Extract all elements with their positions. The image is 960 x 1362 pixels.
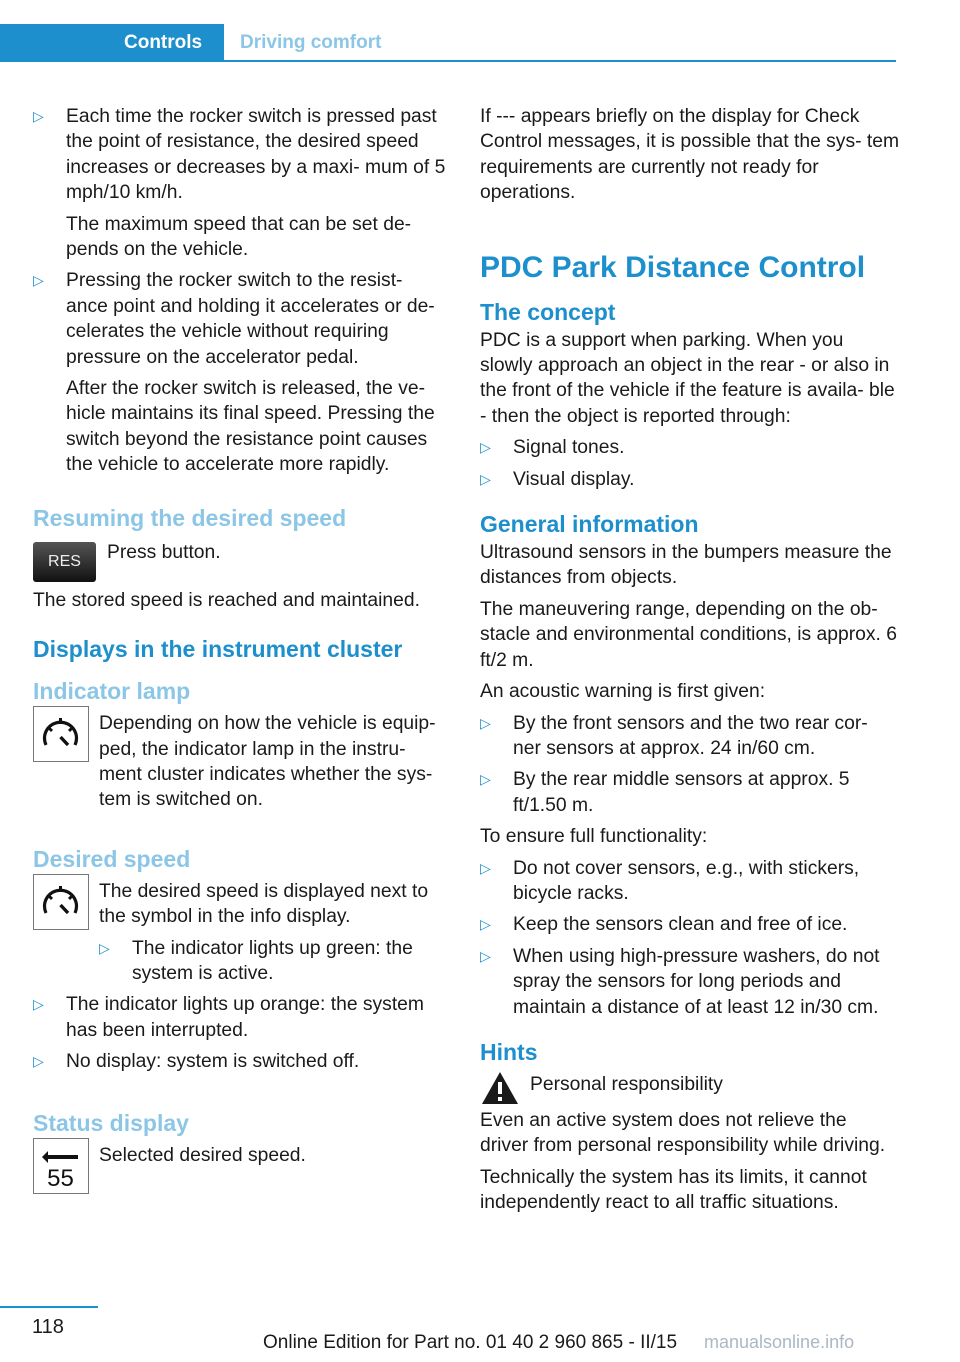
page-header [0,24,896,62]
section-heading: Displays in the instrument cluster [33,636,403,663]
res-row: RES Press button. [33,540,449,588]
triangle-bullet-icon: ▷ [480,947,491,964]
triangle-bullet-icon: ▷ [480,714,491,731]
triangle-bullet-icon: ▷ [99,939,110,956]
list-item: ▷ Each time the rocker switch is pressed past the point of resistance, the desired speed increases or decreases by a maxi- mum of 5 mph/10 km/h. The maximum speed that can be set de- pends on the vehicle. [33,106,446,261]
section-heading: Desired speed [33,845,191,872]
list-item: ▷ Pressing the rocker switch to the resist- ance point and holding it accelerates or de- celerates the vehicle without requiring pressure on the accelerator pedal. After the rocker switch is released, the ve- hicle maintains its final speed. Pressing the switch beyond the resistance point causes the vehicle to accelerate more rapidly. [33,270,435,476]
footer-rule [0,1306,98,1308]
section-heading: The concept [480,298,616,325]
triangle-bullet-icon: ▷ [33,996,44,1013]
svg-text:55: 55 [47,1164,74,1192]
list-item: ▷ By the rear middle sensors at approx. 5 ft/1.50 m. [480,769,850,816]
list-item: ▷ Do not cover sensors, e.g., with stickers, bicycle racks. [480,857,860,904]
list-item: ▷ By the front sensors and the two rear cor- ner sensors at approx. 24 in/60 cm. [480,712,868,759]
res-button-icon: RES [33,542,96,582]
triangle-bullet-icon: ▷ [480,470,491,487]
section-heading: Status display [33,1109,189,1136]
watermark: manualsonline.info [704,1332,855,1352]
indicator-row: Depending on how the vehicle is equip- ped, the indicator lamp in the instru- ment cluster indicates whether the sys- tem is switched on. [33,711,449,813]
triangle-bullet-icon: ▷ [33,1053,44,1070]
section-heading: General information [480,511,699,538]
section-heading: Hints [480,1038,538,1065]
list-item: ▷ Visual display. [480,467,900,492]
page-number: 118 [32,1316,64,1338]
desired-row: The desired speed is displayed next to the symbol in the info display. ▷ The indicator lights up green: the system is active. [33,879,449,987]
hint-warning: Personal responsibility [480,1072,900,1108]
speed-limit-status-icon [33,1138,89,1194]
list-item: ▷ Signal tones. [480,435,900,460]
list-item: ▷ When using high-pressure washers, do not spray the sensors for long periods and maintain a distance of at least 12 in/30 cm. [480,945,880,1018]
left-column: ▷ Each time the rocker switch is pressed past the point of resistance, the desired speed increases or decreases by a maxi- mum of 5 mph/10 km/h. The maximum speed that can be set de- pends on the vehicle. ▷ Pressing the rocker switch to the resist- ance point and holding it accelerates or de- celerates the vehicle without requiring pressure on the accelerator pedal. After the rocker switch is released, the ve- hicle maintains its final speed. Pressing the switch beyond the resistance point causes the vehicle to accelerate more rapidly. Resuming the desired speed RES Press button. The stored speed is reached and maintained. Displays in the instrument cluster Indicator lamp Depending on how the vehicle is equip- ped, the indicator lamp in the instru- ment cluster indicates whether the sys- tem is switched on. Desired speed The desired speed is displayed next to the symbol in the info display. ▷ The indicator lights up green: the system is active. ▷ The indicator lights up orange: the system has been interrupted. ▷ No display: system is switched off. Status display 55 Selected desired speed. [33,104,449,1199]
tab-driving-comfort[interactable]: Driving comfort [240,32,382,53]
triangle-bullet-icon: ▷ [480,771,491,788]
chapter-heading: PDC Park Distance Control [480,250,866,284]
cruise-control-lamp-icon [33,706,89,762]
triangle-bullet-icon: ▷ [33,108,44,124]
cruise-control-lamp-icon [33,874,89,930]
section-heading: Indicator lamp [33,678,191,705]
triangle-bullet-icon: ▷ [480,916,491,933]
section-heading: Resuming the desired speed [33,504,347,531]
list-item: ▷ No display: system is switched off. [33,1049,449,1074]
warning-triangle-icon [480,1070,520,1111]
right-column: If --- appears briefly on the display for Check Control messages, it is possible that the sys- tem requirements are currently not ready for operations. PDC Park Distance Control The concept PDC is a support when parking. When you slowly approach an object in the rear - or also in the front of the vehicle if the feature is availa- ble - then the object is reported through: ▷ Signal tones. ▷ Visual display. General information Ultrasound sensors in the bumpers measure the distances from objects. The maneuvering range, depending on the ob- stacle and environmental conditions, is approx. 6 ft/2 m. An acoustic warning is first given: ▷ By the front sensors and the two rear cor- ner sensors at approx. 24 in/60 cm. ▷ By the rear middle sensors at approx. 5 ft/1.50 m. To ensure full functionality: ▷ Do not cover sensors, e.g., with stickers, bicycle racks. ▷ Keep the sensors clean and free of ice. ▷ When using high-pressure washers, do not spray the sensors for long periods and maintain a distance of at least 12 in/30 cm. Hints Personal responsibility Even an active system does not relieve the driver from personal responsibility while driving. Technically the system has its limits, it cannot independently react to all traffic situations. [480,106,899,1214]
triangle-bullet-icon: ▷ [33,272,44,289]
list-item: ▷ The indicator lights up green: the system is active. [99,937,413,984]
triangle-bullet-icon: ▷ [480,859,491,876]
tab-controls[interactable]: Controls [0,24,224,62]
status-row: 55 Selected desired speed. [33,1143,449,1199]
triangle-bullet-icon: ▷ [480,439,491,456]
list-item: ▷ The indicator lights up orange: the system has been interrupted. [33,994,424,1041]
edition-note: Online Edition for Part no. 01 40 2 960 865 - II/15 [263,1332,678,1353]
list-item: ▷ Keep the sensors clean and free of ice. [480,912,900,937]
